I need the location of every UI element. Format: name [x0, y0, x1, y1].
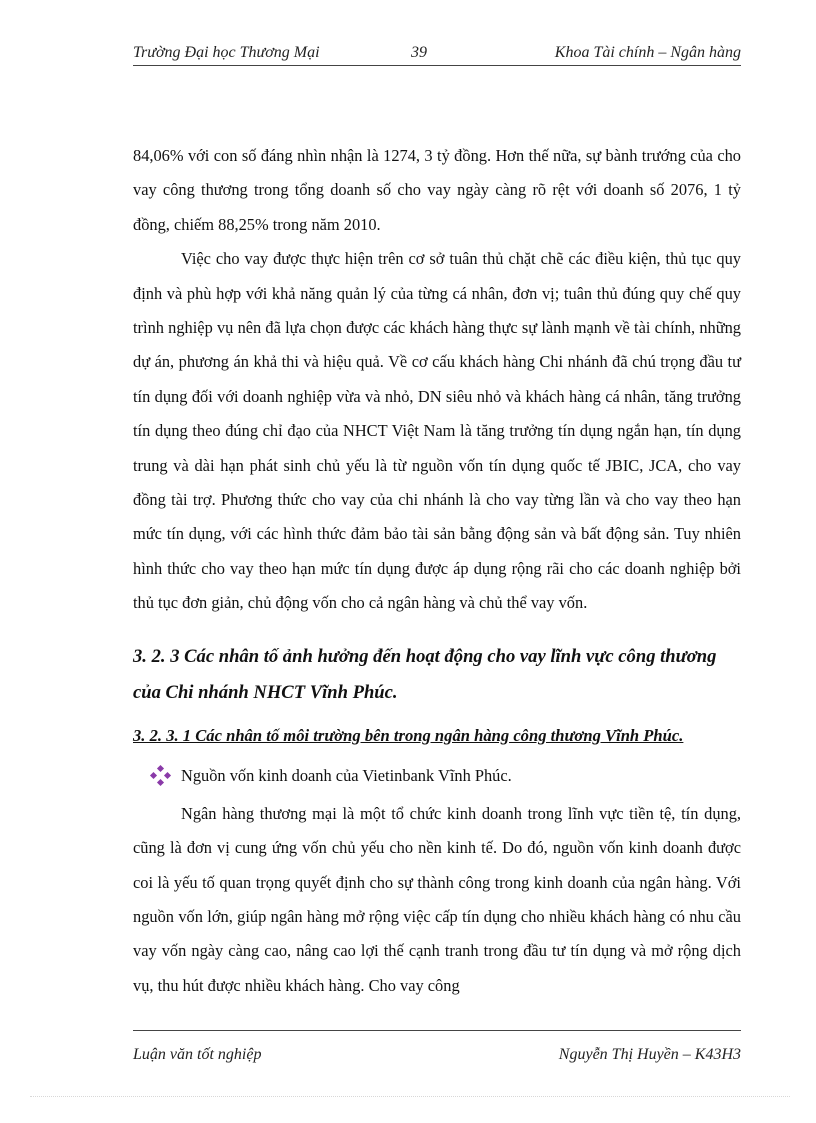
footer-thesis-label: Luận văn tốt nghiệp — [133, 1046, 262, 1063]
bullet-text: Nguồn vốn kinh doanh của Vietinbank Vĩnh Phúc. — [181, 765, 512, 785]
paragraph-3: Ngân hàng thương mại là một tổ chức kinh doanh trong lĩnh vực tiền tệ, tín dụng, cũng là đơn vị cung ứng vốn chủ yếu cho nền kinh tế. Do đó, nguồn vốn kinh doanh được coi là yếu tố quan trọng quyết định cho sự thành công trong kinh doanh của ngân hàng. Với nguồn vốn lớn, giúp ngân hàng mở rộng việc cấp tín dụng cho nhiều khách hàng có nhu cầu vay vốn ngày càng cao, nâng cao lợi thế cạnh tranh trong đầu tư tín dụng và mở rộng dịch vụ, thu hút được nhiều khách hàng. Cho vay công — [133, 803, 741, 995]
page-footer — [133, 1046, 741, 1068]
page-number: 39 — [411, 44, 427, 61]
page-edge-divider — [30, 1096, 790, 1097]
header-school: Trường Đại học Thương Mại — [133, 44, 320, 61]
paragraph-1: 84,06% với con số đáng nhìn nhận là 1274, 3 tỷ đồng. Hơn thế nữa, sự bành trướng của cho vay công thương trong tổng doanh số cho vay ngày càng rõ rệt với doanh số 2076, 1 tỷ đồng, chiếm 88,25% trong năm 2010. — [133, 146, 741, 234]
section-heading: 3. 2. 3 Các nhân tố ảnh hưởng đến hoạt động cho vay lĩnh vực công thương của Chi nhánh NHCT Vĩnh Phúc. — [133, 645, 717, 703]
header-divider — [133, 65, 741, 66]
header-faculty: Khoa Tài chính – Ngân hàng — [554, 44, 741, 61]
document-body — [133, 139, 741, 1003]
paragraph-2: Việc cho vay được thực hiện trên cơ sở tuân thủ chặt chẽ các điều kiện, thủ tục quy định và phù hợp với khả năng quản lý của từng cá nhân, đơn vị; tuân thủ đúng quy chế quy trình nghiệp vụ nên đã lựa chọn được các khách hàng thực sự lành mạnh về tài chính, những dự án, phương án khả thi và hiệu quả. Về cơ cấu khách hàng Chi nhánh đã chú trọng đầu tư tín dụng đối với doanh nghiệp vừa và nhỏ, DN siêu nhỏ và khách hàng cá nhân, tăng trưởng tín dụng theo đúng chỉ đạo của NHCT Việt Nam là tăng trưởng tín dụng ngắn hạn, tín dụng trung và dài hạn phát sinh chủ yếu là từ nguồn vốn tín dụng quốc tế JBIC, JCA, cho vay đồng tài trợ. Phương thức cho vay của chi nhánh là cho vay từng lần và cho vay theo hạn mức tín dụng, với các hình thức đảm bảo tài sản bằng động sản và bất động sản. Tuy nhiên hình thức cho vay theo hạn mức tín dụng được áp dụng rộng rãi cho các doanh nghiệp bởi thủ tục đơn giản, chủ động vốn cho cả ngân hàng và chủ thể vay vốn. — [133, 249, 741, 613]
subsection-heading: 3. 2. 3. 1 Các nhân tố môi trường bên trong ngân hàng công thương Vĩnh Phúc. — [133, 725, 684, 745]
footer-author: Nguyễn Thị Huyền – K43H3 — [558, 1046, 741, 1063]
bullet-item — [133, 759, 741, 793]
footer-divider — [133, 1030, 741, 1031]
page-header — [133, 40, 741, 66]
diamond-bullet-icon — [151, 766, 171, 786]
